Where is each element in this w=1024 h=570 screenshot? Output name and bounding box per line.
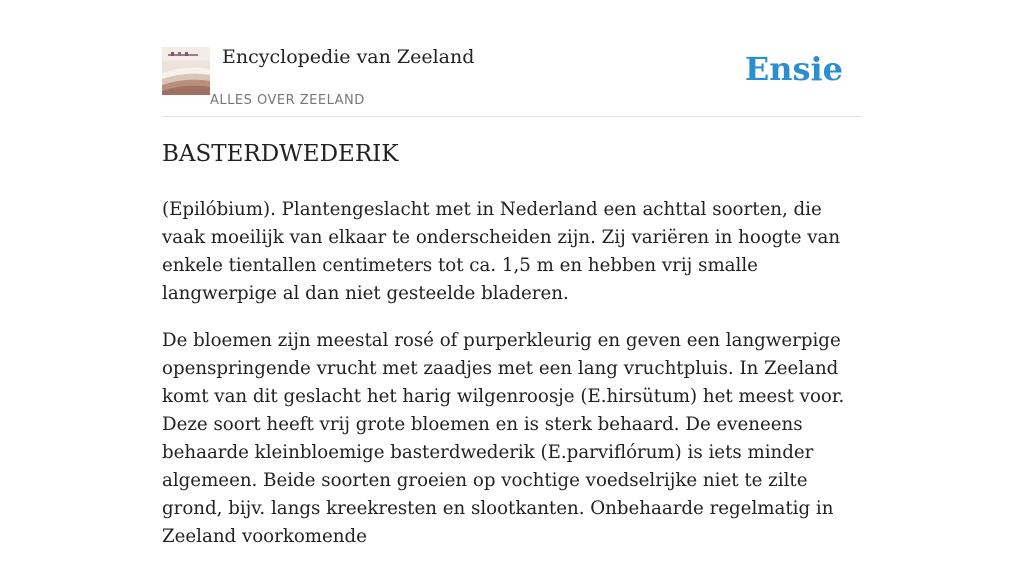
article: [162, 138, 862, 570]
site-avatar[interactable]: [162, 47, 210, 95]
site-title[interactable]: Encyclopedie van Zeeland: [222, 46, 475, 68]
site-header: [162, 44, 862, 117]
article-paragraph: (Epilóbium). Plantengeslacht met in Nederland een achttal soorten, die vaak moeilijk van elkaar te onderscheiden zijn. Zij variëren in hoogte van enkele tientallen centimeters tot ca. 1,5 m en hebben vrij smalle langwerpige al dan niet gesteelde bladeren.: [162, 199, 841, 304]
article-paragraph: De bloemen zijn meestal rosé of purperkleurig en geven een langwerpige openspringende vrucht met zaadjes met een lang vruchtpluis. In Zeeland komt van dit geslacht het harig wilgenroosje (E.hirsütum) het meest voor. Deze soort heeft vrij grote bloemen en is sterk behaard. De eveneens behaarde kleinbloemige basterdwederik (E.parviflórum) is iets minder algemeen. Beide soorten groeien op vochtige voedselrijke niet te zilte grond, bijv. langs kreekresten en slootkanten. Onbehaarde regelmatig in Zeeland voorkomende: [162, 330, 845, 547]
brand-logo-link[interactable]: Ensie: [744, 50, 843, 88]
article-title: BASTERDWEDERIK: [162, 141, 399, 167]
site-subtitle: ALLES OVER ZEELAND: [210, 93, 365, 108]
book-pages-icon: [162, 47, 210, 95]
